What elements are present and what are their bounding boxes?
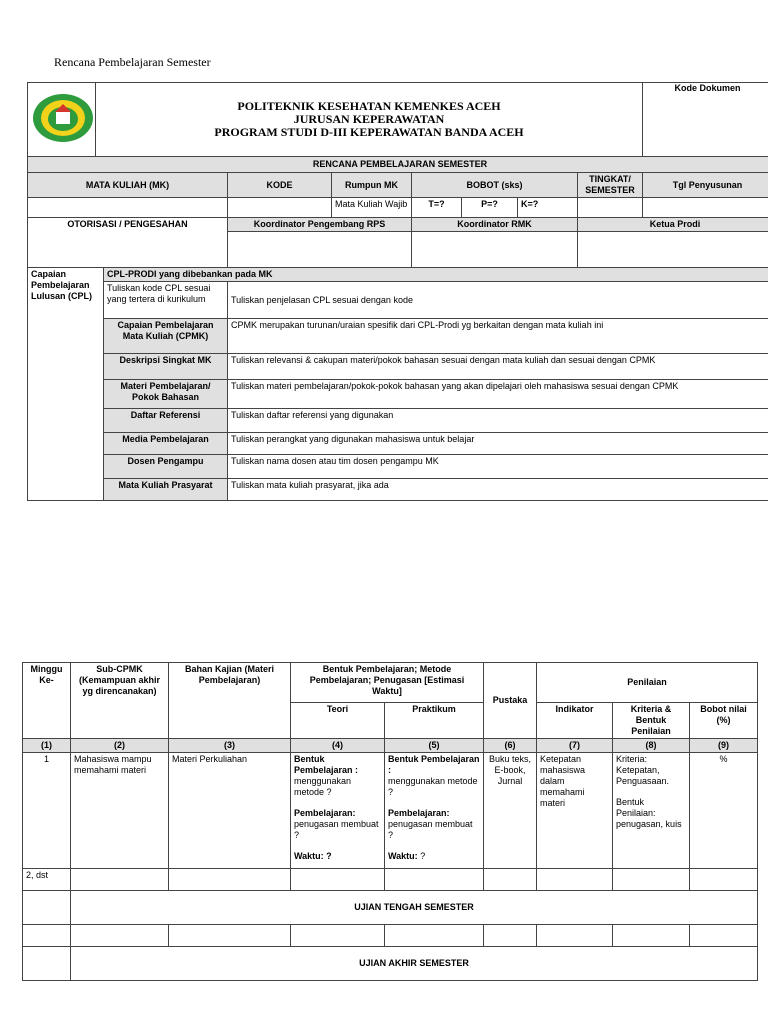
pembelajaran-label: Pembelajaran: (294, 808, 356, 818)
kriteria-text: Kriteria: Ketepatan, Penguasaan. (616, 754, 670, 786)
hdr-bobot: Bobot nilai (%) (690, 703, 758, 739)
cpl-prodi-header: CPL-PRODI yang dibebankan pada MK (104, 268, 768, 282)
col-mata-kuliah: MATA KULIAH (MK) (28, 173, 228, 198)
empty-cell (291, 925, 385, 947)
praktikum-1 (385, 753, 484, 869)
week-1: 1 (23, 753, 71, 869)
empty-cell (613, 925, 690, 947)
empty-cell (537, 925, 613, 947)
empty-cell (613, 869, 690, 891)
bentuk-penilaian-text: Bentuk Penilaian: penugasan, kuis (616, 797, 682, 829)
empty-cell (23, 947, 71, 981)
cpl-kode-label: Tuliskan kode CPL sesuai yang tertera di kurikulum (104, 282, 228, 319)
mk-value (28, 198, 228, 218)
bobot-p: P=? (462, 198, 518, 218)
institution-name: POLITEKNIK KESEHATAN KEMENKES ACEH (237, 99, 501, 113)
bahan-1: Materi Perkuliahan (169, 753, 291, 869)
weekly-plan-table (22, 662, 758, 981)
hdr-teori: Teori (291, 703, 385, 739)
koord-rps-sign (228, 232, 412, 268)
deskripsi-label: Deskripsi Singkat MK (104, 354, 228, 380)
teori-1 (291, 753, 385, 869)
hdr-minggu: Minggu Ke- (23, 663, 71, 739)
hdr-praktikum: Praktikum (385, 703, 484, 739)
kode-dokumen-label: Kode Dokumen (643, 83, 768, 157)
ketua-prodi-label: Ketua Prodi (578, 218, 768, 232)
koord-rmk-sign (412, 232, 578, 268)
empty-cell (385, 869, 484, 891)
hdr-subcpmk: Sub-CPMK (Kemampuan akhir yg direncanakan) (71, 663, 169, 739)
pembelajaran-label: Pembelajaran: (388, 808, 450, 818)
tingkat-value (578, 198, 643, 218)
col-bobot: BOBOT (sks) (412, 173, 578, 198)
tgl-value (643, 198, 768, 218)
rps-header-table (27, 82, 768, 501)
col-num: (9) (690, 739, 758, 753)
uts-row: UJIAN TENGAH SEMESTER (71, 891, 758, 925)
document-title: Rencana Pembelajaran Semester (54, 55, 211, 69)
col-tingkat: TINGKAT/ SEMESTER (578, 173, 643, 198)
hdr-pustaka: Pustaka (484, 663, 537, 739)
col-num: (7) (537, 739, 613, 753)
program-name: PROGRAM STUDI D-III KEPERAWATAN BANDA ACEH (214, 125, 524, 139)
col-num: (4) (291, 739, 385, 753)
pustaka-1: Buku teks, E-book, Jurnal (484, 753, 537, 869)
hdr-kriteria: Kriteria & Bentuk Penilaian (613, 703, 690, 739)
institution-header (96, 83, 643, 157)
empty-cell (291, 869, 385, 891)
hdr-bahan: Bahan Kajian (Materi Pembelajaran) (169, 663, 291, 739)
materi-label: Materi Pembelajaran/ Pokok Bahasan (104, 380, 228, 409)
prasyarat-label: Mata Kuliah Prasyarat (104, 479, 228, 501)
cpl-label: Capaian Pembelajaran Lulusan (CPL) (28, 268, 104, 501)
referensi-label: Daftar Referensi (104, 409, 228, 433)
uas-row: UJIAN AKHIR SEMESTER (71, 947, 758, 981)
deskripsi-text: Tuliskan relevansi & cakupan materi/pokok bahasan sesuai dengan mata kuliah dan sesuai dengan CPMK (228, 354, 768, 380)
materi-text: Tuliskan materi pembelajaran/pokok-pokok bahasan yang akan dipelajari oleh mahasiswa sesuai dengan CPMK (228, 380, 768, 409)
empty-cell (71, 869, 169, 891)
empty-cell (484, 925, 537, 947)
hdr-bentuk: Bentuk Pembelajaran; Metode Pembelajaran; Penugasan [Estimasi Waktu] (291, 663, 484, 703)
bentuk-value: menggunakan metode ? (388, 776, 478, 797)
kriteria-1 (613, 753, 690, 869)
pembelajaran-value: penugasan membuat ? (294, 819, 379, 840)
col-num: (3) (169, 739, 291, 753)
empty-cell (23, 891, 71, 925)
empty-cell (23, 925, 71, 947)
institution-logo-icon (31, 92, 95, 144)
rps-title: RENCANA PEMBELAJARAN SEMESTER (28, 157, 768, 173)
department-name: JURUSAN KEPERAWATAN (293, 112, 445, 126)
cpmk-label: Capaian Pembelajaran Mata Kuliah (CPMK) (104, 319, 228, 354)
hdr-indikator: Indikator (537, 703, 613, 739)
cpmk-text: CPMK merupakan turunan/uraian spesifik dari CPL-Prodi yg berkaitan dengan mata kuliah ini (228, 319, 768, 354)
empty-cell (484, 869, 537, 891)
indikator-1: Ketepatan mahasiswa dalam memahami materi (537, 753, 613, 869)
empty-cell (385, 925, 484, 947)
empty-cell (690, 925, 758, 947)
ketua-prodi-sign (578, 232, 768, 268)
otorisasi-label: OTORISASI / PENGESAHAN (28, 218, 228, 268)
prasyarat-text: Tuliskan mata kuliah prasyarat, jika ada (228, 479, 768, 501)
cpl-description: Tuliskan penjelasan CPL sesuai dengan kode (228, 282, 768, 319)
col-tgl: Tgl Penyusunan (643, 173, 768, 198)
subcpmk-1: Mahasiswa mampu memahami materi (71, 753, 169, 869)
referensi-text: Tuliskan daftar referensi yang digunakan (228, 409, 768, 433)
koord-rps-label: Koordinator Pengembang RPS (228, 218, 412, 232)
week-2: 2, dst (23, 869, 71, 891)
empty-cell (537, 869, 613, 891)
col-num: (5) (385, 739, 484, 753)
logo-cell (28, 83, 96, 157)
rumpun-value: Mata Kuliah Wajib (332, 198, 412, 218)
pembelajaran-value: penugasan membuat ? (388, 819, 473, 840)
bentuk-label: Bentuk Pembelajaran : (388, 754, 480, 775)
bobot-t: T=? (412, 198, 462, 218)
bobot-k: K=? (518, 198, 578, 218)
empty-cell (690, 869, 758, 891)
media-text: Tuliskan perangkat yang digunakan mahasiswa untuk belajar (228, 433, 768, 455)
dosen-label: Dosen Pengampu (104, 455, 228, 479)
dosen-text: Tuliskan nama dosen atau tim dosen pengampu MK (228, 455, 768, 479)
empty-cell (71, 925, 169, 947)
bobot-1: % (690, 753, 758, 869)
col-num: (2) (71, 739, 169, 753)
hdr-penilaian: Penilaian (537, 663, 758, 703)
empty-cell (169, 925, 291, 947)
bentuk-label: Bentuk Pembelajaran : (294, 754, 359, 775)
col-kode: KODE (228, 173, 332, 198)
bentuk-value: menggunakan metode ? (294, 776, 352, 797)
col-num: (6) (484, 739, 537, 753)
waktu-value: ? (420, 851, 426, 861)
kode-value (228, 198, 332, 218)
empty-cell (169, 869, 291, 891)
col-num: (1) (23, 739, 71, 753)
koord-rmk-label: Koordinator RMK (412, 218, 578, 232)
media-label: Media Pembelajaran (104, 433, 228, 455)
col-rumpun: Rumpun MK (332, 173, 412, 198)
waktu-label: Waktu: (388, 851, 418, 861)
waktu-label: Waktu: ? (294, 851, 332, 861)
col-num: (8) (613, 739, 690, 753)
